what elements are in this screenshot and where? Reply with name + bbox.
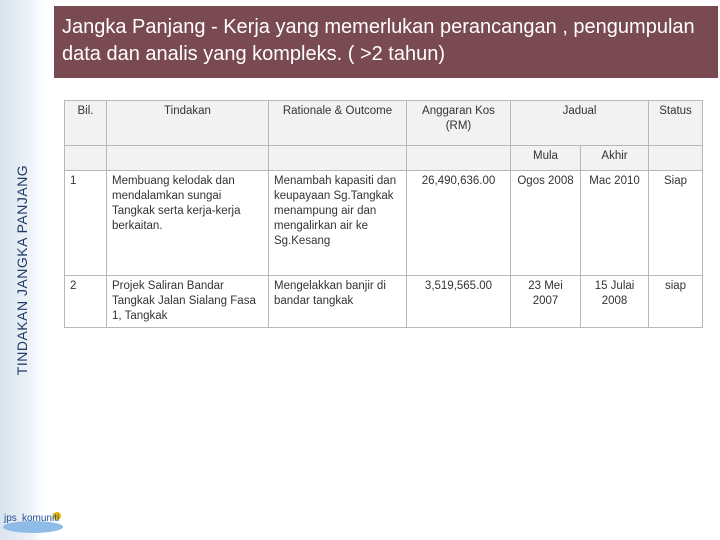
cell-bil: 1 [65, 171, 107, 276]
title-bar [54, 6, 718, 78]
schedule-table [64, 100, 703, 328]
header-jadual: Jadual [511, 101, 649, 146]
subheader-akhir: Akhir [581, 146, 649, 171]
subheader-empty [407, 146, 511, 171]
table-row [65, 171, 703, 276]
jps-komuniti-logo [2, 505, 64, 535]
cell-anggaran: 26,490,636.00 [407, 171, 511, 276]
cell-akhir: 15 Julai 2008 [581, 276, 649, 328]
header-anggaran: Anggaran Kos (RM) [407, 101, 511, 146]
header-status: Status [649, 101, 703, 146]
cell-mula: 23 Mei 2007 [511, 276, 581, 328]
cell-status: Siap [649, 171, 703, 276]
cell-rationale: Mengelakkan banjir di bandar tangkak [269, 276, 407, 328]
sidebar [0, 0, 44, 540]
header-tindakan: Tindakan [107, 101, 269, 146]
subheader-empty [269, 146, 407, 171]
subheader-empty [649, 146, 703, 171]
logo-text-right: komuniti [22, 513, 60, 524]
page-title: Jangka Panjang - Kerja yang memerlukan perancangan , pengumpulan data dan analis yang kompleks. ( >2 tahun) [62, 16, 695, 65]
cell-akhir: Mac 2010 [581, 171, 649, 276]
cell-rationale: Menambah kapasiti dan keupayaan Sg.Tangkak menampung air dan mengalirkan air ke Sg.Kesang [269, 171, 407, 276]
cell-mula: Ogos 2008 [511, 171, 581, 276]
cell-anggaran: 3,519,565.00 [407, 276, 511, 328]
cell-status: siap [649, 276, 703, 328]
cell-bil: 2 [65, 276, 107, 328]
header-rationale: Rationale & Outcome [269, 101, 407, 146]
subheader-empty [65, 146, 107, 171]
table-row [65, 276, 703, 328]
sidebar-title: TINDAKAN JANGKA PANJANG [14, 164, 30, 376]
subheader-empty [107, 146, 269, 171]
header-bil: Bil. [65, 101, 107, 146]
cell-tindakan: Projek Saliran Bandar Tangkak Jalan Sialang Fasa 1, Tangkak [107, 276, 269, 328]
cell-tindakan: Membuang kelodak dan mendalamkan sungai Tangkak serta kerja-kerja berkaitan. [107, 171, 269, 276]
subheader-mula: Mula [511, 146, 581, 171]
logo-text-left: jps [4, 513, 17, 524]
